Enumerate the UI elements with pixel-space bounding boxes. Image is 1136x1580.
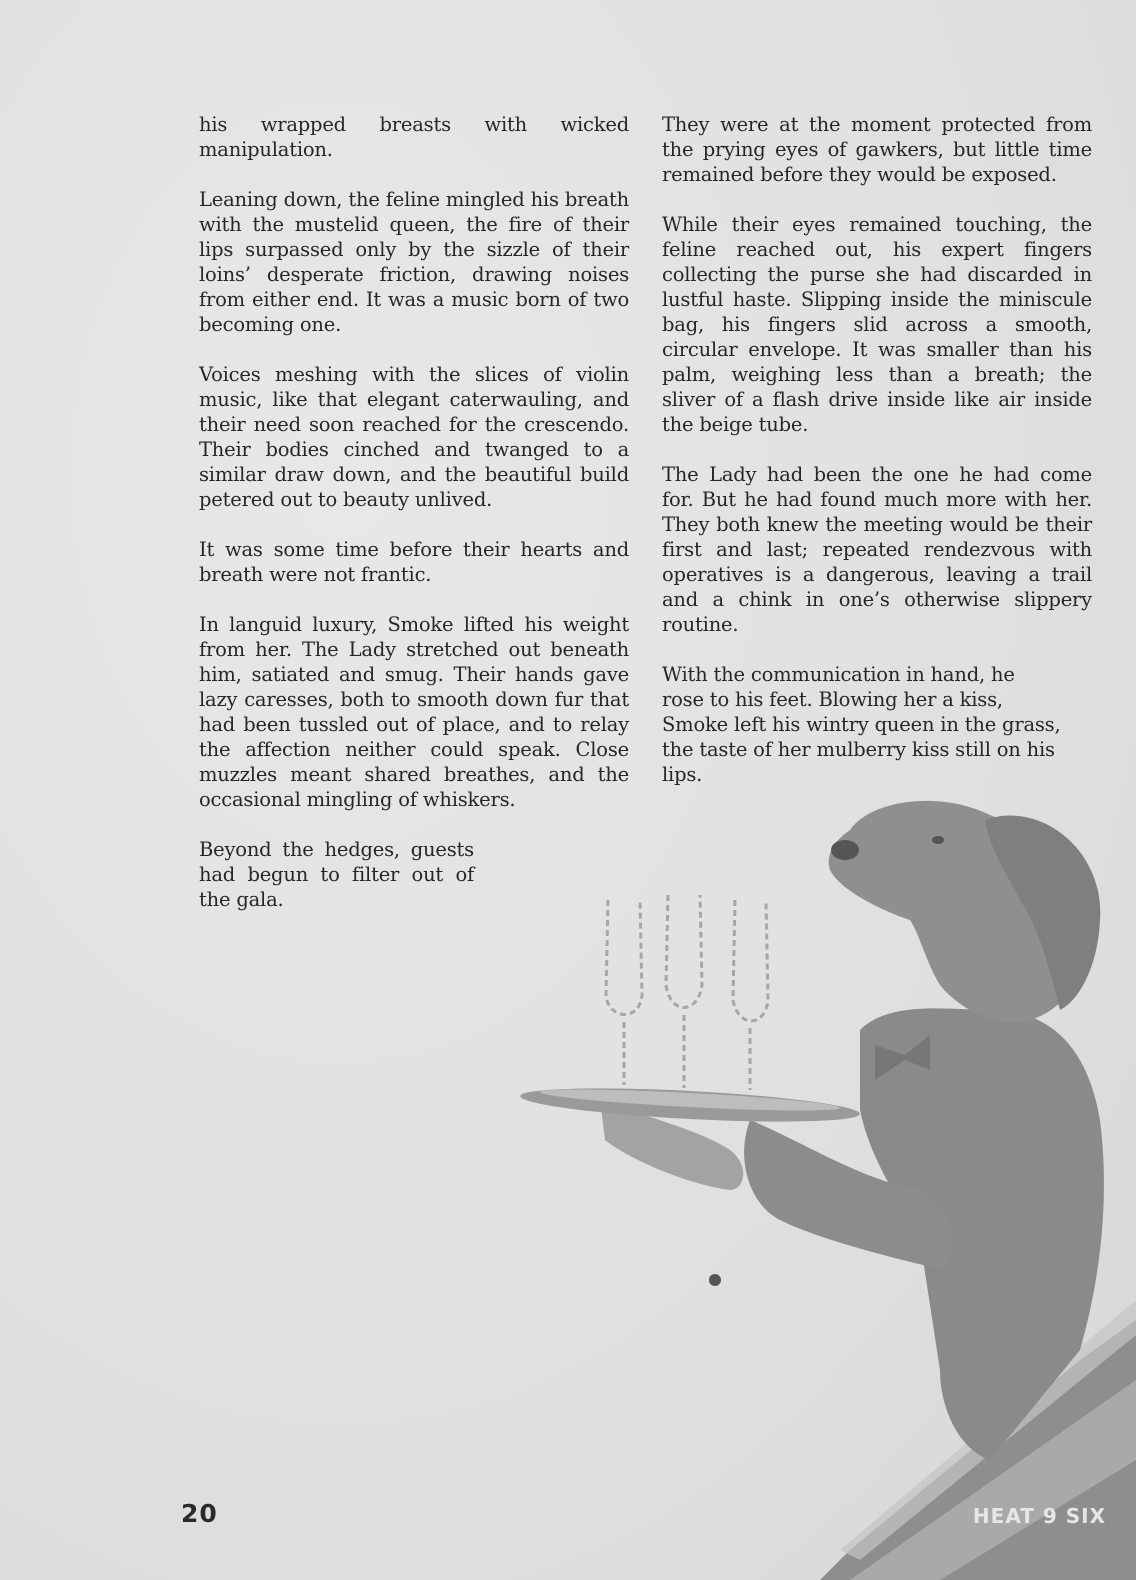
- dog-waiter-icon: [520, 760, 1136, 1580]
- page-number: 20: [181, 1499, 218, 1528]
- paragraph: Leaning down, the feline mingled his breath with the mustelid queen, the fire of their lips surpassed only by the sizzle of their loins’ desperate friction, drawing noises from either end. It was a music born of two becoming one.: [199, 188, 629, 336]
- paragraph: While their eyes remained touching, the feline reached out, his expert fingers collecting the purse she had discarded in lustful haste. Slipping inside the miniscule bag, his fingers slid across a smooth, circular envelope. It was smaller than his palm, weighing less than a breath; the sliver of a flash drive inside like air inside the beige tube.: [662, 213, 1092, 436]
- paragraph: In languid luxury, Smoke lifted his weight from her. The Lady stretched out beneath him, satiated and smug. Their hands gave lazy caresses, both to smooth down fur that had been tussled out of place, and to relay the affection neither could speak. Close muzzles meant shared breathes, and the occasional mingling of whiskers.: [199, 613, 629, 811]
- paragraph: They were at the moment protected from the prying eyes of gawkers, but little time remained before they would be exposed.: [662, 113, 1092, 186]
- paragraph: Voices meshing with the slices of violin music, like that elegant caterwauling, and their need soon reached for the crescendo. Their bodies cinched and twanged to a similar draw down, and the beautiful build petered out to beauty unlived.: [199, 363, 629, 511]
- right-text-column: [662, 112, 1092, 812]
- paragraph-wrapped: Beyond the hedges, guests had begun to filter out of the gala.: [199, 838, 474, 911]
- paragraph: It was some time before their hearts and breath were not frantic.: [199, 538, 629, 586]
- magazine-title: HEAT 9 SIX: [972, 1504, 1106, 1528]
- paragraph: The Lady had been the one he had come for. But he had found much more with her. They both knew the meeting would be their first and last; repeated rendezvous with operatives is a dangerous, leaving a trail and a chink in one’s otherwise slippery routine.: [662, 463, 1092, 636]
- paragraph: his wrapped breasts with wicked manipulation.: [199, 113, 629, 161]
- paragraph-wrapped: With the communication in hand, he rose to his feet. Blowing her a kiss, Smoke left his wintry queen in the grass, the taste of her mulberry kiss still on his lips.: [662, 663, 1061, 786]
